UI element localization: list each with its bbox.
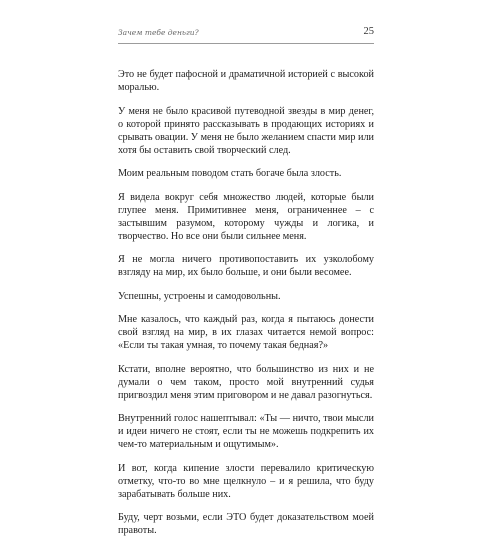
paragraph: Моим реальным поводом стать богаче была злость.	[118, 168, 342, 179]
paragraph: Кстати, вполне вероятно, что большинство из них и не думали о чем таком, просто мой внутренний судья пригвоздил меня этим приговором и не давал разогнуться.	[118, 363, 374, 401]
paragraph: Успешны, устроены и самодовольны.	[118, 290, 281, 302]
running-title: Зачем тебе деньги?	[118, 28, 199, 37]
paragraph: Мне казалось, что каждый раз, когда я пытаюсь донести свой взгляд на мир, в их глазах читается немой вопрос: «Если ты такая умная, то почему такая бедная?»	[118, 314, 374, 351]
body-text	[118, 68, 374, 548]
page-header	[118, 26, 374, 42]
paragraph: И вот, когда кипение злости перевалило критическую отметку, что-то во мне щелкнуло – и я решила, что буду зарабатывать больше них.	[118, 462, 374, 500]
paragraph: Буду, черт возьми, если ЭТО будет доказательством моей правоты.	[118, 512, 374, 536]
page-number: 25	[363, 26, 374, 37]
paragraph: Это не будет пафосной и драматичной историей с высокой моралью.	[118, 69, 374, 93]
paragraph: Я видела вокруг себя множество людей, которые были глупее меня. Примитивнее меня, ограниченнее – с застывшим разумом, которому чужды и логика, и творчество. Но все они были сильнее меня.	[118, 191, 374, 242]
paragraph: У меня не было красивой путеводной звезды в мир денег, о которой принято рассказывать в продающих историях и срывать овации. У меня не было желанием спасти мир или хотя бы оставить свой творческий след.	[118, 105, 374, 156]
paragraph: Я не могла ничего противопоставить их узколобому взгляду на мир, их было больше, и они были весомее.	[118, 254, 374, 278]
paragraph: Внутренний голос нашептывал: «Ты — ничто, твои мысли и идеи ничего не стоят, если ты не можешь подкрепить их чем-то материальным и ощутимым».	[118, 413, 374, 450]
header-divider	[118, 43, 374, 44]
